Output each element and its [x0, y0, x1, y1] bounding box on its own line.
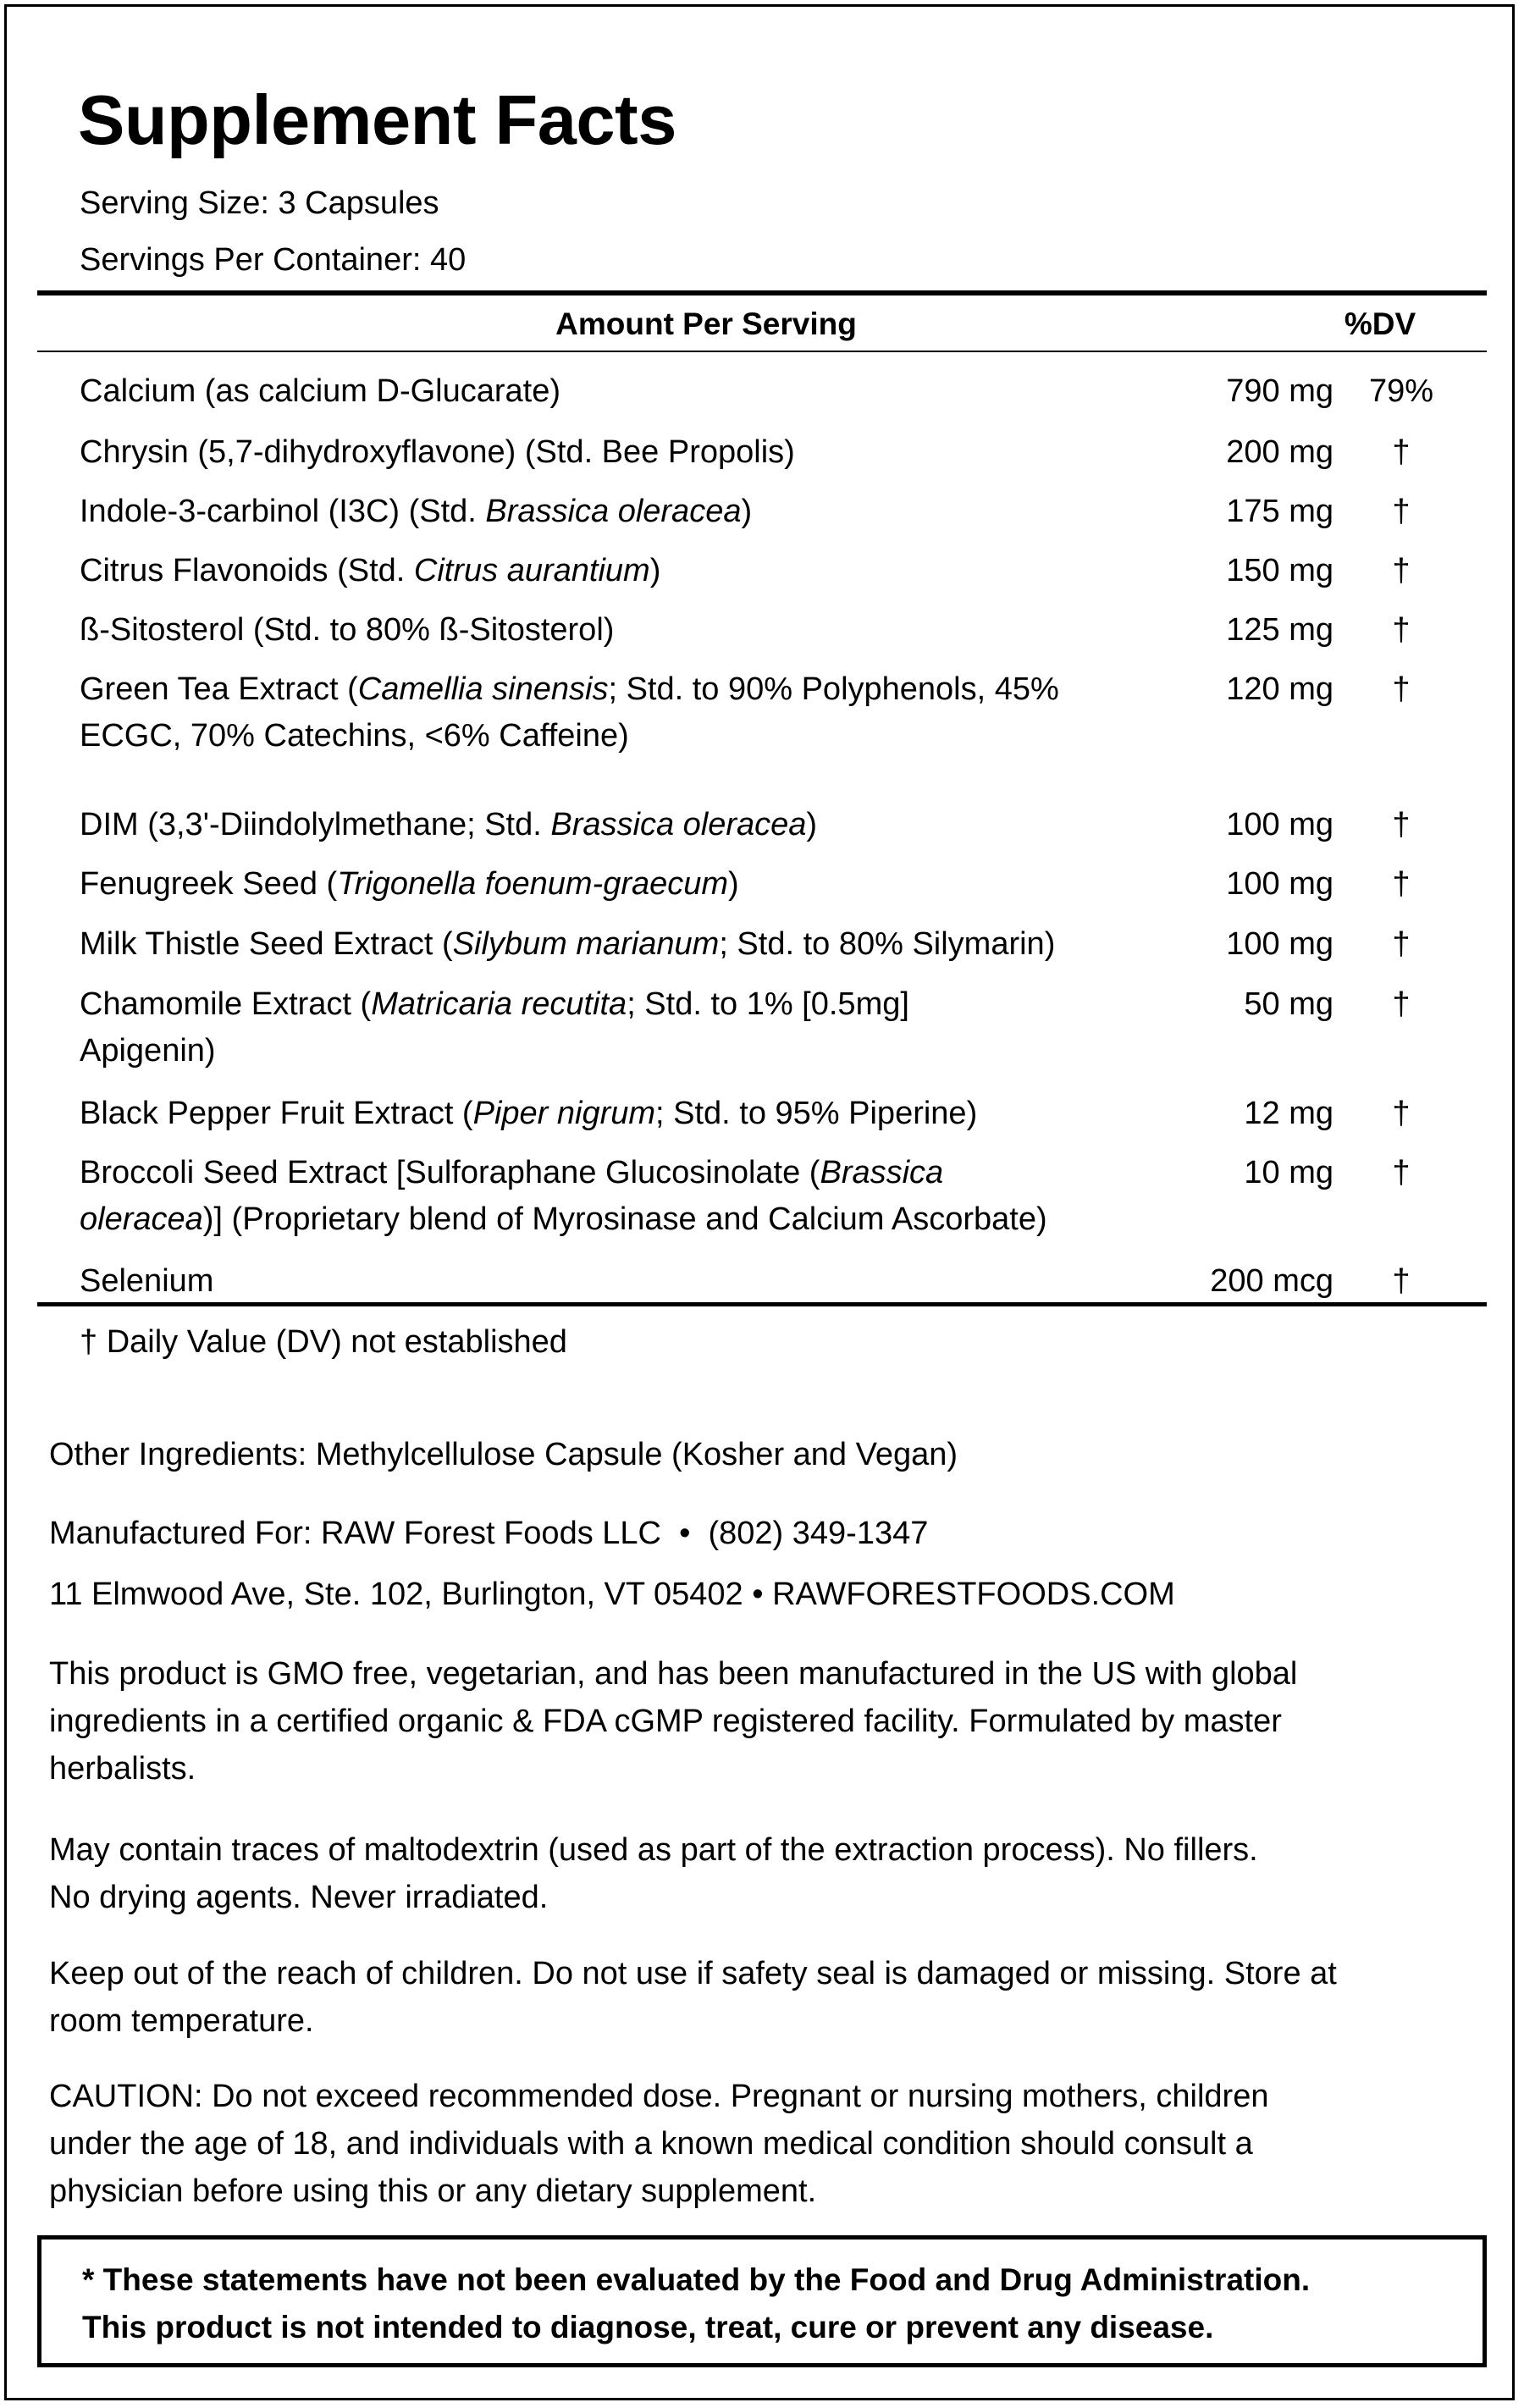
top-thick-divider [37, 290, 1487, 295]
nutrient-name: Green Tea Extract (Camellia sinensis; Std. to 90% Polyphenols, 45% ECGC, 70% Catechins, <6% Caffeine) [80, 671, 1059, 754]
nutrient-amount: 790 mg [1226, 373, 1334, 409]
storage-warning: Keep out of the reach of children. Do not use if safety seal is damaged or missing. Store at room temperature. [49, 1956, 1337, 2039]
nutrient-amount: 125 mg [1226, 612, 1334, 648]
nutrient-daily-value: † [1392, 1096, 1411, 1131]
fda-disclaimer-box [37, 2235, 1487, 2367]
nutrient-amount: 100 mg [1226, 866, 1334, 902]
nutrient-amount: 120 mg [1226, 671, 1334, 707]
nutrient-name: DIM (3,3'-Diindolylmethane; Std. Brassica oleracea) [80, 807, 818, 842]
amount-per-serving-header: Amount Per Serving [555, 307, 857, 341]
page-title: Supplement Facts [78, 80, 676, 159]
nutrient-name: Milk Thistle Seed Extract (Silybum marianum; Std. to 80% Silymarin) [80, 926, 1056, 962]
fda-disclaimer-line: * These statements have not been evaluated by the Food and Drug Administration. [82, 2262, 1311, 2297]
nutrient-daily-value: † [1392, 866, 1411, 902]
nutrient-daily-value: † [1392, 494, 1411, 529]
nutrient-amount: 100 mg [1226, 926, 1334, 962]
daily-value-header: %DV [1344, 307, 1416, 341]
bottom-thick-divider [37, 1302, 1487, 1306]
nutrient-daily-value: † [1392, 1155, 1411, 1190]
maltodextrin-statement: May contain traces of maltodextrin (used as part of the extraction process). No fillers. No drying agents. Never irradiated. [49, 1832, 1258, 1915]
nutrient-amount: 50 mg [1244, 986, 1334, 1022]
nutrient-name: Chamomile Extract (Matricaria recutita; Std. to 1% [0.5mg] Apigenin) [80, 986, 909, 1069]
daily-value-footnote: † Daily Value (DV) not established [80, 1324, 567, 1360]
nutrient-name: Selenium [80, 1263, 214, 1299]
nutrient-amount: 150 mg [1226, 553, 1334, 588]
nutrient-amount: 200 mcg [1210, 1263, 1334, 1299]
fda-disclaimer-line: This product is not intended to diagnose, treat, cure or prevent any disease. [82, 2310, 1214, 2344]
address-line: 11 Elmwood Ave, Ste. 102, Burlington, VT 05402 • RAWFORESTFOODS.COM [49, 1577, 1175, 1612]
nutrient-daily-value: † [1392, 807, 1411, 842]
caution-statement: CAUTION: Do not exceed recommended dose. Pregnant or nursing mothers, children under the age of 18, and individuals with a known medical condition should consult a physician before using this or any dietary supplement. [49, 2079, 1269, 2209]
serving-size: Serving Size: 3 Capsules [80, 185, 439, 221]
manufacturer-line: Manufactured For: RAW Forest Foods LLC • (802) 349-1347 [49, 1516, 929, 1551]
nutrient-name: ß-Sitosterol (Std. to 80% ß-Sitosterol) [80, 612, 615, 648]
header-divider [37, 351, 1487, 352]
nutrient-daily-value: † [1392, 986, 1411, 1022]
nutrient-amount: 175 mg [1226, 494, 1334, 529]
nutrient-name: Calcium (as calcium D-Glucarate) [80, 373, 561, 409]
nutrient-daily-value: 79% [1368, 373, 1434, 409]
nutrient-name: Indole-3-carbinol (I3C) (Std. Brassica oleracea) [80, 494, 753, 529]
nutrient-name: Fenugreek Seed (Trigonella foenum-graecum) [80, 866, 739, 902]
nutrient-amount: 10 mg [1244, 1155, 1334, 1190]
nutrient-amount: 100 mg [1226, 807, 1334, 842]
nutrient-daily-value: † [1392, 612, 1411, 648]
other-ingredients: Other Ingredients: Methylcellulose Capsule (Kosher and Vegan) [49, 1437, 958, 1472]
nutrient-daily-value: † [1392, 1263, 1411, 1299]
nutrient-name: Citrus Flavonoids (Std. Citrus aurantium) [80, 553, 661, 588]
nutrient-daily-value: † [1392, 671, 1411, 707]
nutrient-name: Black Pepper Fruit Extract (Piper nigrum; Std. to 95% Piperine) [80, 1096, 978, 1131]
nutrient-daily-value: † [1392, 926, 1411, 962]
servings-per-container: Servings Per Container: 40 [80, 242, 467, 278]
nutrient-daily-value: † [1392, 434, 1411, 470]
nutrient-daily-value: † [1392, 553, 1411, 588]
nutrient-amount: 12 mg [1244, 1096, 1334, 1131]
nutrient-name: Chrysin (5,7-dihydroxyflavone) (Std. Bee Propolis) [80, 434, 795, 470]
gmo-statement: This product is GMO free, vegetarian, and has been manufactured in the US with global ingredients in a certified organic & FDA cGMP registered facility. Formulated by master herbalists. [49, 1656, 1298, 1787]
nutrient-amount: 200 mg [1226, 434, 1334, 470]
nutrient-name: Broccoli Seed Extract [Sulforaphane Glucosinolate (Brassica oleracea)] (Proprietary blend of Myrosinase and Calcium Ascorbate) [80, 1155, 1047, 1237]
